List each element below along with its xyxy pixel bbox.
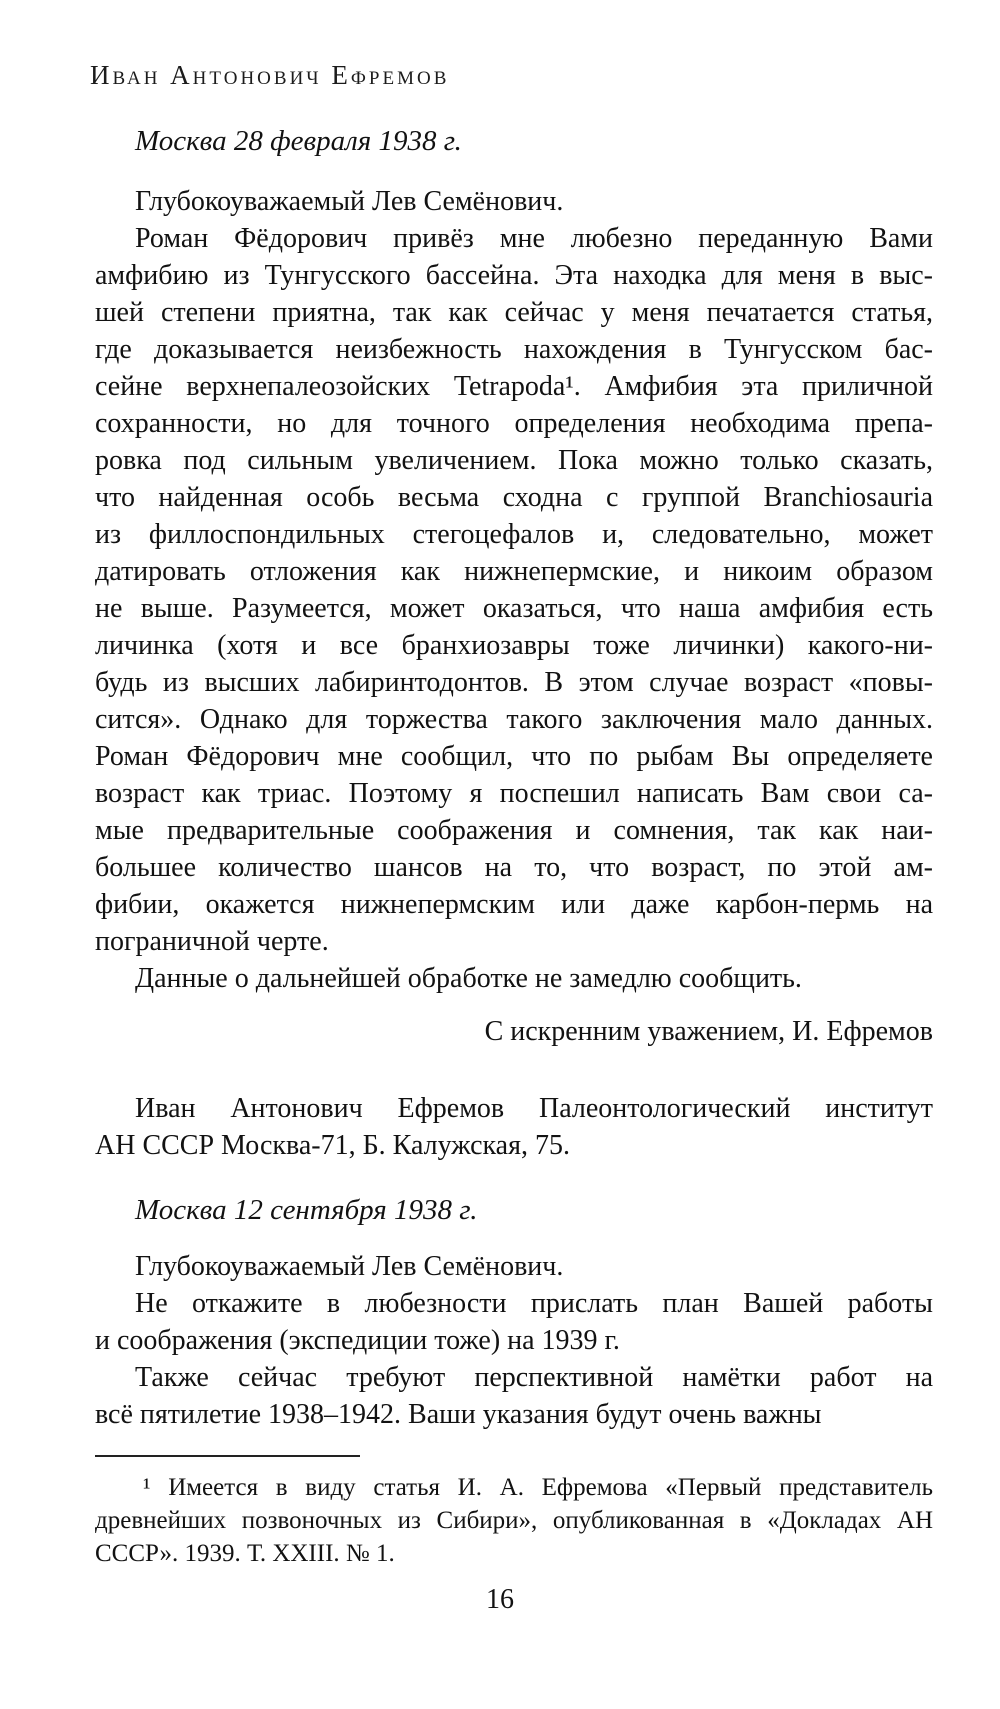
text-line: возраст как триас. Поэтому я поспешил написать Вам свои са- bbox=[95, 778, 933, 809]
text-line: Глубокоуважаемый Лев Семёнович. bbox=[135, 1251, 564, 1282]
address-block bbox=[95, 1090, 933, 1164]
text-line: Не откажите в любезности прислать план Вашей работы bbox=[135, 1288, 933, 1319]
letter2-paragraph-1 bbox=[95, 1285, 933, 1359]
letter2-dateline: Москва 12 сентября 1938 г. bbox=[135, 1194, 478, 1226]
text-line: шей степени приятна, так как сейчас у меня печатается статья, bbox=[95, 297, 933, 328]
text-line: датировать отложения как нижнепермские, и никоим образом bbox=[95, 556, 933, 587]
page-content bbox=[90, 0, 933, 1616]
text-line: Также сейчас требуют перспективной намётки работ на bbox=[135, 1362, 933, 1393]
text-line: амфибию из Тунгусского бассейна. Эта находка для меня в выс- bbox=[95, 260, 933, 291]
text-line: ¹ Имеется в виду статья И. А. Ефремова «Первый представитель bbox=[143, 1474, 933, 1501]
page-number: 16 bbox=[486, 1584, 514, 1615]
text-line: где доказывается неизбежность нахождения в Тунгусском бас- bbox=[95, 334, 933, 365]
text-line: пограничной черте. bbox=[95, 926, 329, 957]
text-line: сохранности, но для точного определения необходима препа- bbox=[95, 408, 933, 439]
signature-line: С искренним уважением, И. Ефремов bbox=[484, 1016, 933, 1047]
letter1-body-paragraph bbox=[95, 220, 933, 960]
footnote bbox=[95, 1471, 933, 1570]
text-line: что найденная особь весьма сходна с группой Branchiosauria bbox=[95, 482, 933, 513]
text-line: Роман Фёдорович привёз мне любезно переданную Вами bbox=[135, 223, 933, 254]
running-header: Иван Антонович Ефремов bbox=[90, 60, 450, 90]
text-line: фибии, окажется нижнепермским или даже карбон-пермь на bbox=[95, 889, 933, 920]
letter2-paragraph-2 bbox=[95, 1359, 933, 1433]
text-line: будь из высших лабиринтодонтов. В этом случае возраст «повы- bbox=[95, 667, 933, 698]
letter2-salutation bbox=[95, 1248, 933, 1285]
text-line: из филлоспондильных стегоцефалов и, следовательно, может bbox=[95, 519, 933, 550]
text-line: и соображения (экспедиции тоже) на 1939 г. bbox=[95, 1325, 620, 1356]
footnote-rule bbox=[95, 1455, 360, 1457]
text-line: древнейших позвоночных из Сибири», опубликованная в «Докладах АН bbox=[95, 1507, 933, 1534]
text-line: большее количество шансов на то, что возраст, по этой ам- bbox=[95, 852, 933, 883]
text-line: всё пятилетие 1938–1942. Ваши указания будут очень важны bbox=[95, 1399, 822, 1430]
text-line: Роман Фёдорович мне сообщил, что по рыбам Вы определяете bbox=[95, 741, 933, 772]
text-line: Глубокоуважаемый Лев Семёнович. bbox=[135, 186, 564, 217]
letter1-closing-paragraph bbox=[95, 960, 933, 997]
text-line: личинка (хотя и все бранхиозавры тоже личинки) какого-ни- bbox=[95, 630, 933, 661]
text-line: мые предварительные соображения и сомнения, так как наи- bbox=[95, 815, 933, 846]
text-line: СССР». 1939. Т. XXIII. № 1. bbox=[95, 1540, 395, 1567]
letter1-salutation bbox=[95, 183, 933, 220]
text-line: Данные о дальнейшей обработке не замедлю сообщить. bbox=[135, 963, 802, 994]
text-line: сейне верхнепалеозойских Tetrapoda¹. Амфибия эта приличной bbox=[95, 371, 933, 402]
text-line: сится». Однако для торжества такого заключения мало данных. bbox=[95, 704, 933, 735]
text-line: ровка под сильным увеличением. Пока можно только сказать, bbox=[95, 445, 933, 476]
text-line: не выше. Разумеется, может оказаться, что наша амфибия есть bbox=[95, 593, 933, 624]
text-line: Иван Антонович Ефремов Палеонтологический институт bbox=[135, 1093, 933, 1124]
letter1-dateline: Москва 28 февраля 1938 г. bbox=[135, 125, 462, 157]
text-line: АН СССР Москва-71, Б. Калужская, 75. bbox=[95, 1130, 570, 1161]
